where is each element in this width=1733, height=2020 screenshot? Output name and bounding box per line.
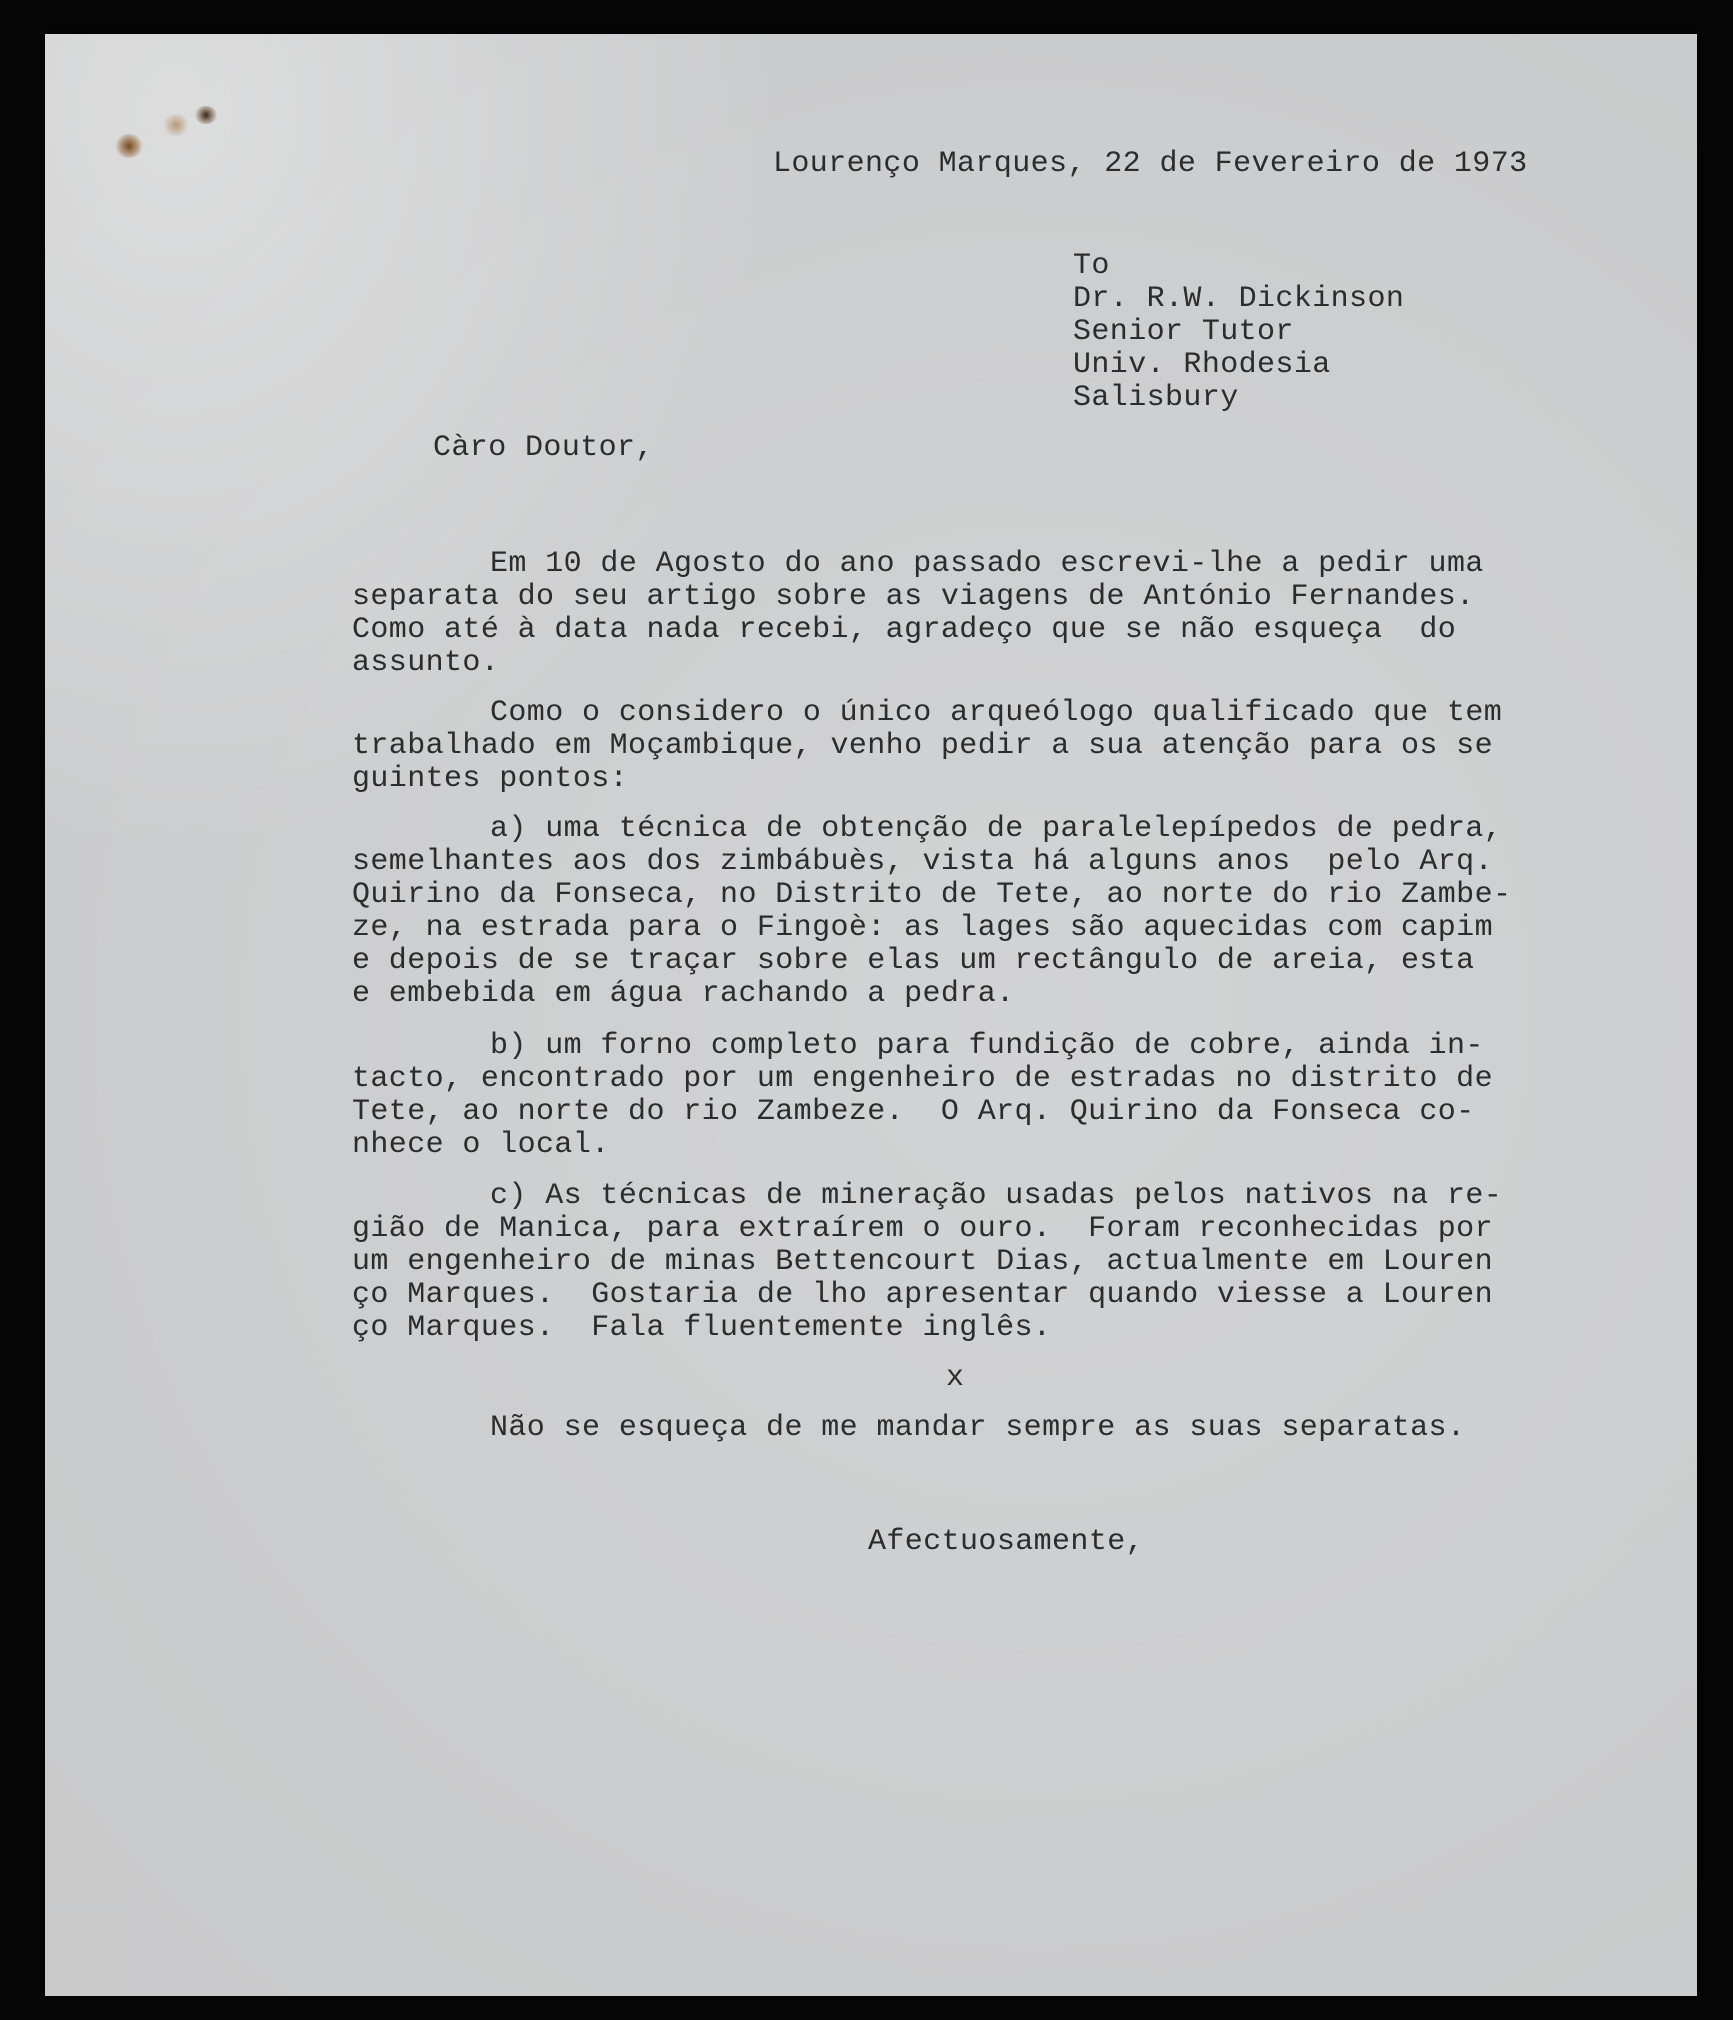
paragraph-line: Como até à data nada recebi, agradeço que se não esqueça do bbox=[352, 613, 1457, 647]
paragraph-line: gião de Manica, para extraírem o ouro. Foram reconhecidas por bbox=[352, 1212, 1493, 1246]
paragraph-line: a) uma técnica de obtenção de paralelepípedos de pedra, bbox=[490, 812, 1503, 846]
recipient-institution: Univ. Rhodesia bbox=[1073, 348, 1331, 382]
paragraph-line: assunto. bbox=[352, 646, 500, 680]
paragraph-line: b) um forno completo para fundição de cobre, ainda in- bbox=[490, 1029, 1484, 1063]
paragraph-line: guintes pontos: bbox=[352, 762, 629, 796]
paragraph-line: trabalhado em Moçambique, venho pedir a sua atenção para os se bbox=[352, 729, 1493, 763]
paragraph-line: ze, na estrada para o Fingoè: as lages são aquecidas com capim bbox=[352, 911, 1493, 945]
rust-stain bbox=[115, 134, 143, 158]
paragraph-line: e depois de se traçar sobre elas um rectângulo de areia, esta bbox=[352, 944, 1475, 978]
recipient-line: To bbox=[1073, 249, 1110, 283]
paragraph-line: Quirino da Fonseca, no Distrito de Tete, ao norte do rio Zambe- bbox=[352, 878, 1512, 912]
paragraph-line: semelhantes aos dos zimbábuès, vista há alguns anos pelo Arq. bbox=[352, 845, 1493, 879]
paragraph-line: Como o considero o único arqueólogo qualificado que tem bbox=[490, 696, 1503, 730]
paragraph-line: c) As técnicas de mineração usadas pelos nativos na re- bbox=[490, 1179, 1503, 1213]
paragraph-line: e embebida em água rachando a pedra. bbox=[352, 977, 1015, 1011]
paragraph-line: separata do seu artigo sobre as viagens de António Fernandes. bbox=[352, 580, 1475, 614]
recipient-title: Senior Tutor bbox=[1073, 315, 1294, 349]
salutation: Càro Doutor, bbox=[433, 431, 654, 465]
letter-page bbox=[45, 34, 1697, 1996]
place-date: Lourenço Marques, 22 de Fevereiro de 1973 bbox=[773, 147, 1528, 181]
paragraph-line: ço Marques. Gostaria de lho apresentar quando viesse a Louren bbox=[352, 1278, 1493, 1312]
recipient-city: Salisbury bbox=[1073, 381, 1239, 415]
recipient-name: Dr. R.W. Dickinson bbox=[1073, 282, 1405, 316]
paragraph-line: ço Marques. Fala fluentemente inglês. bbox=[352, 1311, 1052, 1345]
paragraph-line: nhece o local. bbox=[352, 1128, 610, 1162]
rust-stain bbox=[195, 106, 217, 124]
closing-request: Não se esqueça de me mandar sempre as suas separatas. bbox=[490, 1411, 1466, 1445]
paragraph-line: Tete, ao norte do rio Zambeze. O Arq. Quirino da Fonseca co- bbox=[352, 1095, 1475, 1129]
paragraph-line: tacto, encontrado por um engenheiro de estradas no distrito de bbox=[352, 1062, 1493, 1096]
rust-stain bbox=[163, 114, 189, 136]
separator-mark: x bbox=[946, 1361, 965, 1395]
paragraph-line: um engenheiro de minas Bettencourt Dias, actualmente em Louren bbox=[352, 1245, 1493, 1279]
paragraph-line: Em 10 de Agosto do ano passado escrevi-lhe a pedir uma bbox=[490, 547, 1484, 581]
valediction: Afectuosamente, bbox=[868, 1525, 1145, 1559]
